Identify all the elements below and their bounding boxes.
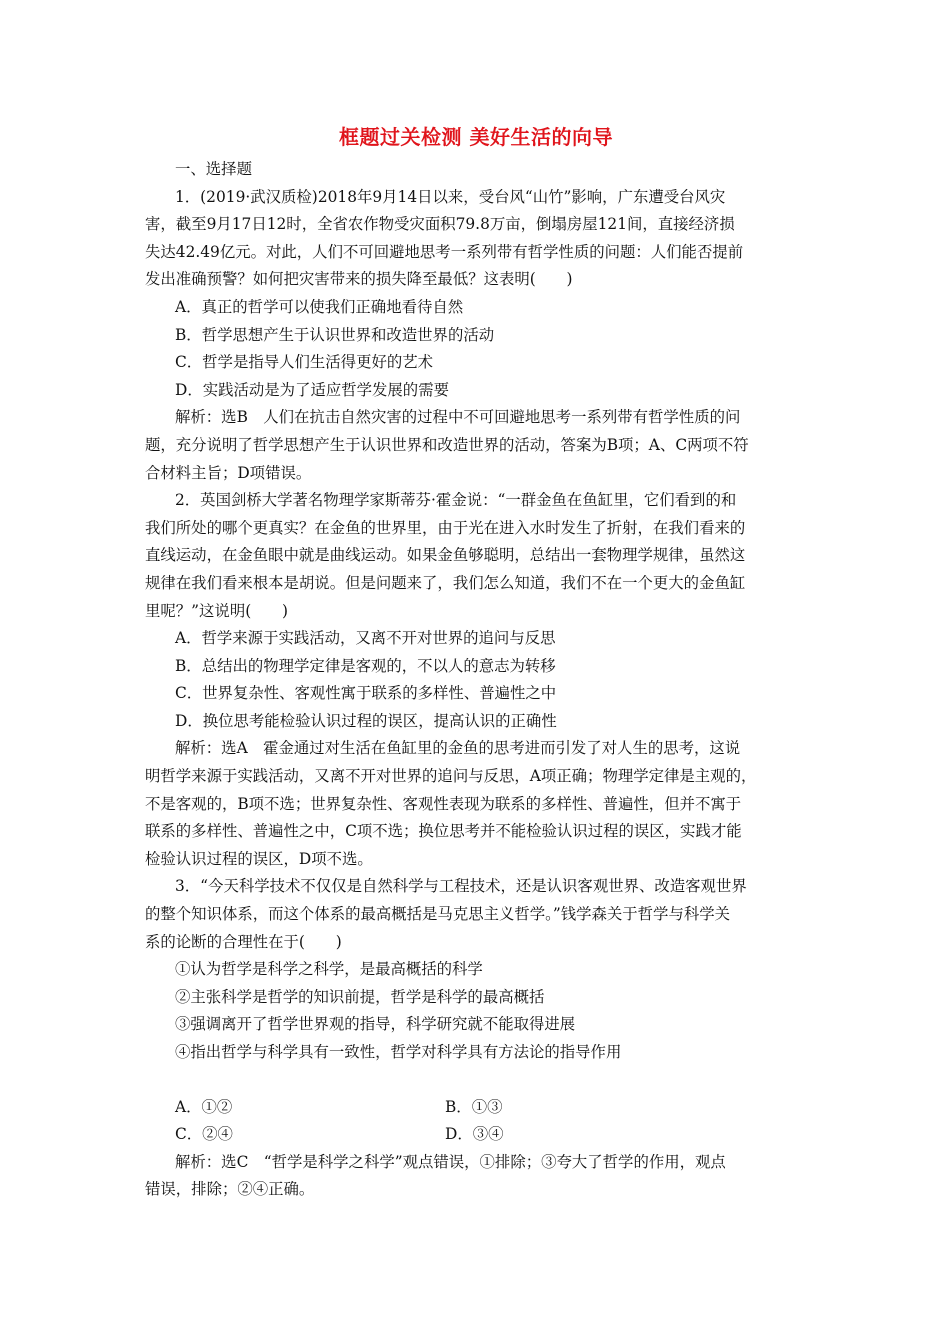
question-1-stem (145, 184, 807, 294)
question-2-option-c: C．世界复杂性、客观性寓于联系的多样性、普遍性之中 (175, 684, 557, 703)
page-title: 框题过关检测 美好生活的向导 (339, 125, 613, 149)
question-1-option-c: C．哲学是指导人们生活得更好的艺术 (175, 353, 434, 372)
question-3-choice-c: C．②④ (175, 1125, 233, 1144)
analysis-line: 题，充分说明了哲学思想产生于认识世界和改造世界的活动，答案为B项；A、C两项不符 (145, 435, 749, 454)
question-3-line: 系的论断的合理性在于( ) (145, 932, 342, 951)
question-1-line: 失达42.49亿元。对此，人们不可回避地思考一系列带有哲学性质的问题：人们能否提前 (145, 242, 744, 261)
question-3-choice-a: A．①② (175, 1097, 233, 1116)
question-1-analysis (145, 404, 807, 487)
analysis-line: 合材料主旨；D项错误。 (145, 463, 312, 482)
analysis-line: 检验认识过程的误区，D项不选。 (145, 849, 373, 868)
question-3-statement-4: ④指出哲学与科学具有一致性，哲学对科学具有方法论的指导作用 (175, 1043, 622, 1061)
question-3-statement-2: ②主张科学是哲学的知识前提，哲学是科学的最高概括 (175, 987, 545, 1006)
question-3-choices-row-1 (145, 1094, 807, 1122)
analysis-line: 不是客观的，B项不选；世界复杂性、客观性表现为联系的多样性、普遍性，但并不寓于 (145, 794, 742, 813)
question-3-choice-b: B．①③ (445, 1097, 503, 1116)
question-3-statement-3: ③强调离开了哲学世界观的指导，科学研究就不能取得进展 (175, 1015, 576, 1034)
question-3-stem (145, 873, 807, 956)
question-3-analysis (145, 1149, 807, 1204)
question-1-line: 害，截至9月17日12时，全省农作物受灾面积79.8万亩，倒塌房屋121间，直接经济损 (145, 215, 735, 234)
analysis-line: 明哲学来源于实践活动，又离不开对世界的追问与反思，A项正确；物理学定律是主观的， (145, 767, 757, 786)
question-1-option-b: B．哲学思想产生于认识世界和改造世界的活动 (175, 325, 495, 344)
question-3-line: 3．“今天科学技术不仅仅是自然科学与工程技术，还是认识客观世界、改造客观世界 (175, 877, 747, 896)
section-heading: 一、选择题 (175, 160, 252, 178)
analysis-line: 解析：选B 人们在抗击自然灾害的过程中不可回避地思考一系列带有哲学性质的问 (175, 408, 741, 427)
document-page (145, 118, 807, 1204)
question-2-analysis (145, 735, 807, 873)
question-2-line: 我们所处的哪个更真实？在金鱼的世界里，由于光在进入水时发生了折射，在我们看来的 (145, 518, 746, 537)
analysis-line: 解析：选C “哲学是科学之科学”观点错误，①排除；③夸大了哲学的作用，观点 (175, 1152, 726, 1171)
question-3-choice-d: D．③④ (445, 1125, 504, 1144)
analysis-line: 解析：选A 霍金通过对生活在鱼缸里的金鱼的思考进而引发了对人生的思考，这说 (175, 739, 741, 758)
question-1-line: 发出准确预警？如何把灾害带来的损失降至最低？这表明( ) (145, 270, 573, 289)
analysis-line: 错误，排除；②④正确。 (145, 1180, 315, 1199)
question-3-choices-row-2 (145, 1121, 807, 1149)
question-2-line: 里呢？”这说明( ) (145, 601, 289, 620)
question-2-line: 直线运动，在金鱼眼中就是曲线运动。如果金鱼够聪明，总结出一套物理学规律，虽然这 (145, 546, 746, 565)
question-2-option-b: B．总结出的物理学定律是客观的，不以人的意志为转移 (175, 656, 556, 675)
question-3-line: 的整个知识体系，而这个体系的最高概括是马克思主义哲学。”钱学森关于哲学与科学关 (145, 905, 731, 924)
question-2-option-d: D．换位思考能检验认识过程的误区，提高认识的正确性 (175, 711, 557, 730)
question-1-line: 1．(2019·武汉质检)2018年9月14日以来，受台风“山竹”影响，广东遭受台风灾 (175, 187, 726, 206)
analysis-line: 联系的多样性、普遍性之中，C项不选；换位思考并不能检验认识过程的误区，实践才能 (145, 822, 742, 841)
question-2-line: 规律在我们看来根本是胡说。但是问题来了，我们怎么知道，我们不在一个更大的金鱼缸 (145, 573, 746, 592)
question-3-statement-1: ①认为哲学是科学之科学，是最高概括的科学 (175, 960, 483, 979)
question-2-line: 2．英国剑桥大学著名物理学家斯蒂芬·霍金说：“一群金鱼在鱼缸里，它们看到的和 (175, 491, 737, 510)
question-1-option-d: D．实践活动是为了适应哲学发展的需要 (175, 380, 449, 399)
question-1-option-a: A．真正的哲学可以使我们正确地看待自然 (175, 297, 464, 316)
question-2-stem (145, 487, 807, 625)
spacer (145, 1067, 807, 1094)
question-2-option-a: A．哲学来源于实践活动，又离不开对世界的追问与反思 (175, 629, 556, 648)
